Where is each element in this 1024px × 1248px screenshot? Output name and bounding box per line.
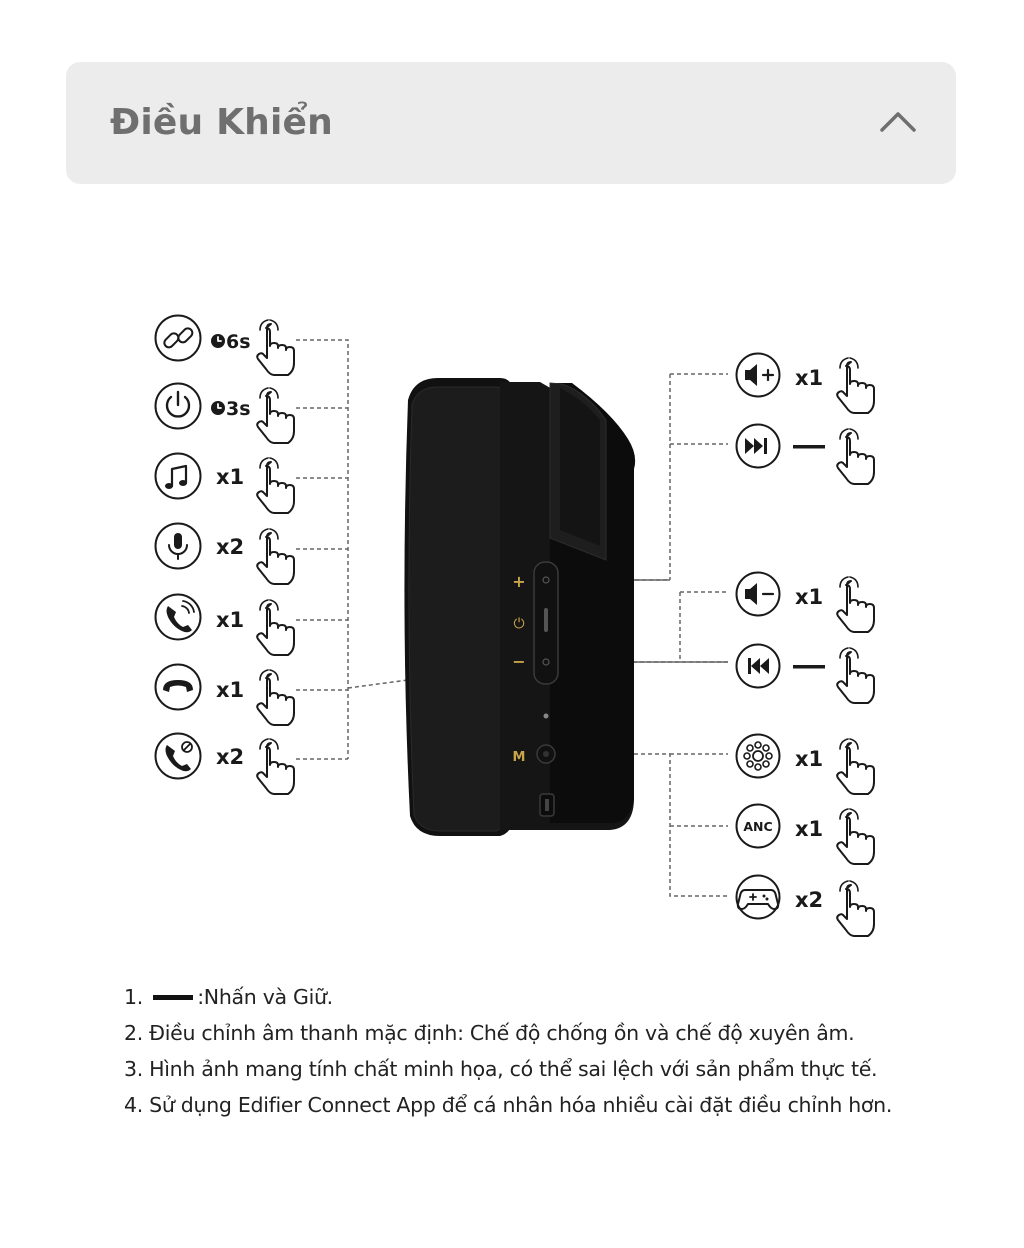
phone-answer-icon (156, 595, 201, 640)
left-action-2: 3s (226, 398, 251, 420)
left-action-3: x1 (216, 465, 245, 489)
hand-tap-icon (257, 529, 294, 584)
hand-tap-icon (837, 739, 874, 794)
hand-tap-icon (257, 739, 294, 794)
right-action-6: x1 (795, 817, 824, 841)
left-action-6: x1 (216, 678, 245, 702)
clock-icon (211, 334, 225, 348)
left-action-5: x1 (216, 608, 245, 632)
left-action-1: 6s (226, 331, 251, 353)
left-action-4: x2 (216, 535, 245, 559)
microphone-icon (156, 524, 201, 569)
hand-tap-icon (257, 600, 294, 655)
hand-tap-icon (837, 881, 874, 936)
hand-tap-icon (837, 429, 874, 484)
hand-tap-icon (257, 320, 294, 375)
music-note-icon (156, 454, 201, 499)
note-1-number: 1. (124, 985, 143, 1009)
notes-list (124, 983, 984, 1127)
hand-tap-icon (257, 670, 294, 725)
anc-icon-text: ANC (743, 819, 773, 834)
hp-mode-label: M (512, 750, 526, 765)
left-controls (156, 316, 295, 795)
phone-hangup-icon (156, 665, 201, 710)
note-1 (124, 983, 984, 1019)
note-4: 4. Sử dụng Edifier Connect App để cá nhân hóa nhiều cài đặt điều chỉnh hơn. (124, 1093, 893, 1117)
hand-tap-icon (837, 648, 874, 703)
hand-tap-icon (257, 458, 294, 513)
long-press-bar (793, 665, 825, 669)
gamepad-icon (737, 876, 780, 919)
sound-mode-icon (737, 735, 780, 778)
note-2: 2. Điều chỉnh âm thanh mặc định: Chế độ chống ồn và chế độ xuyên âm. (124, 1021, 855, 1045)
hp-minus-label: − (512, 652, 526, 671)
volume-up-icon (737, 354, 780, 397)
right-action-5: x1 (795, 747, 824, 771)
headphone-illustration (404, 378, 635, 836)
hand-tap-icon (837, 358, 874, 413)
right-action-1: x1 (795, 366, 824, 390)
note-3: 3. Hình ảnh mang tính chất minh họa, có thể sai lệch với sản phẩm thực tế. (124, 1057, 878, 1081)
clock-icon (211, 401, 225, 415)
anc-icon (737, 805, 780, 848)
power-icon (156, 384, 201, 429)
long-press-bar (793, 445, 825, 449)
volume-down-icon (737, 573, 780, 616)
long-press-bar (153, 995, 193, 1000)
hand-tap-icon (837, 809, 874, 864)
accordion-title: Điều Khiển (110, 102, 333, 143)
right-action-3: x1 (795, 585, 824, 609)
hand-tap-icon (837, 577, 874, 632)
hp-power-label: ⏻ (513, 616, 525, 632)
hp-plus-label: + (512, 572, 526, 591)
hand-tap-icon (257, 388, 294, 443)
left-action-7: x2 (216, 745, 245, 769)
note-1-text: :Nhấn và Giữ. (197, 985, 333, 1009)
next-track-icon (737, 425, 780, 468)
right-controls (737, 354, 875, 937)
link-icon (156, 316, 201, 361)
phone-reject-icon (156, 734, 201, 779)
previous-track-icon (737, 645, 780, 688)
right-action-7: x2 (795, 888, 824, 912)
